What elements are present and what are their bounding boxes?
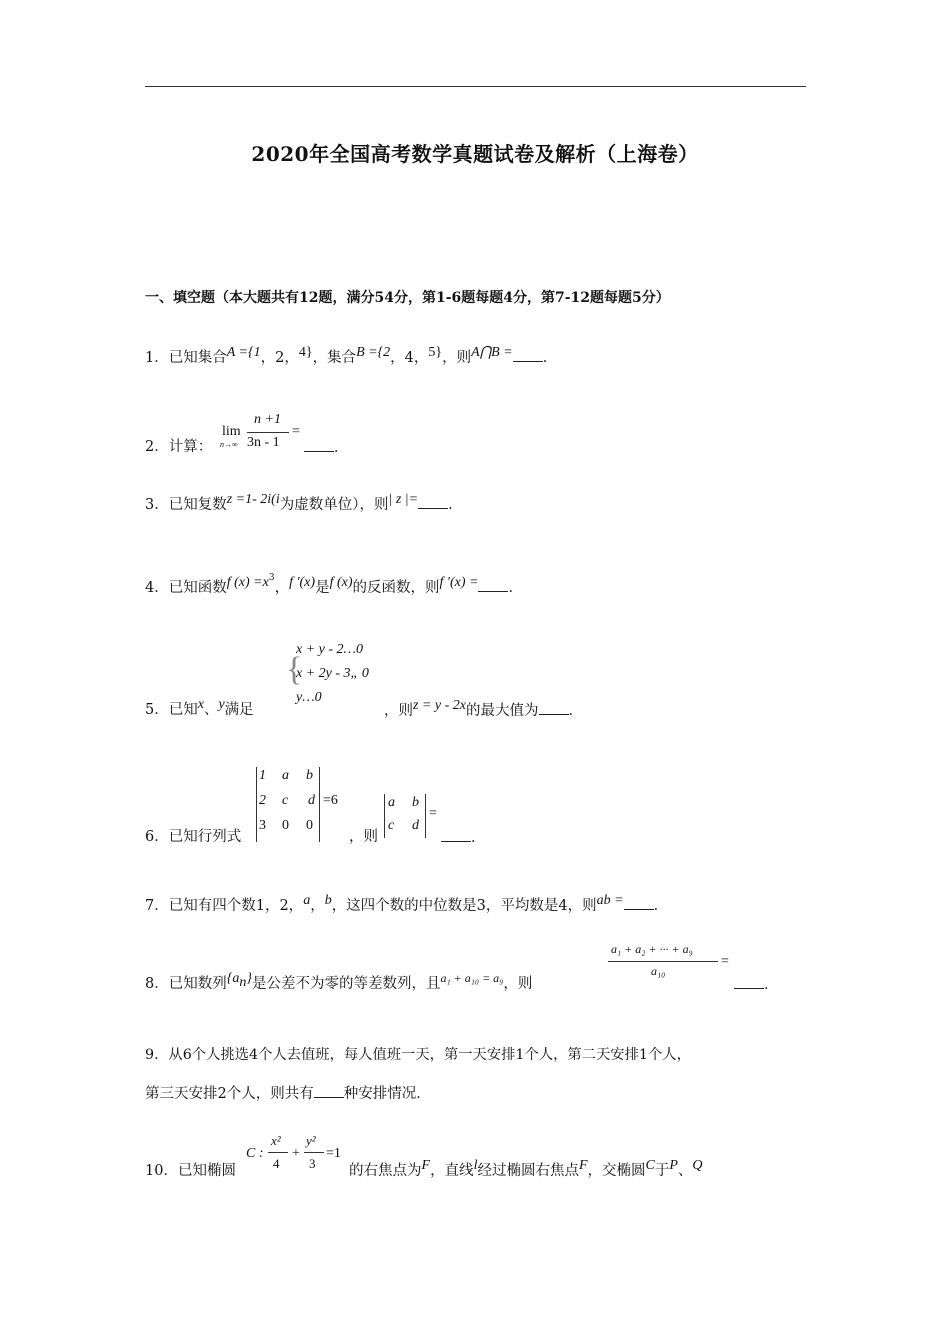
top-rule — [145, 86, 806, 87]
question-8: 8．已知数列$\{a_n\}$是公差不为零的等差数列，且$^{a_1 + a_{10} = a_9}$，则 — [145, 971, 533, 992]
inequality-2: x + 2y - 3„ 0 — [296, 666, 369, 681]
det-cell: 0 — [306, 818, 313, 833]
answer-blank — [304, 437, 334, 452]
answer-blank — [513, 347, 543, 362]
question-2-answer: ． — [304, 437, 349, 458]
det-cell: a — [282, 768, 289, 783]
question-1: 1．已知集合A ={1，2，4}，集合B ={2，4，5}，则A⋂B = ． — [145, 345, 558, 366]
limit-subscript: n→∞ — [220, 440, 238, 449]
inequality-3: y…0 — [296, 690, 322, 705]
question-10-end: 的右焦点为F，直线l经过椭圆右焦点F，交椭圆C于P、Q — [349, 1158, 703, 1179]
answer-blank — [539, 700, 569, 715]
inequality-1: x + y - 2…0 — [296, 642, 363, 657]
answer-blank — [478, 577, 508, 592]
equals-sign: = — [292, 424, 300, 439]
question-8-answer: ． — [734, 974, 779, 995]
question-5-start: 5．已知x、y满足 — [145, 697, 254, 718]
answer-blank — [314, 1083, 344, 1098]
section-header: 一、填空题（本大题共有12题，满分54分，第1-6题每题4分，第7-12题每题5分） — [145, 290, 670, 306]
question-6-end: ． — [441, 827, 486, 848]
page-title: 2020年全国高考数学真题试卷及解析（上海卷） — [251, 142, 699, 166]
fraction-bar — [304, 1152, 324, 1153]
ellipse-name: C : — [246, 1146, 264, 1161]
det-cell: 1 — [259, 768, 266, 783]
question-10-start: 10．已知椭圆 — [145, 1163, 236, 1179]
det-value: =6 — [323, 793, 338, 808]
question-6-mid: ，则 — [349, 829, 378, 845]
question-9-line1: 9．从6个人挑选4个人去值班，每人值班一天，第一天安排1个人，第二天安排1个人， — [145, 1047, 691, 1063]
fraction-denominator: 3 — [309, 1156, 316, 1171]
question-6-start: 6．已知行列式 — [145, 829, 242, 845]
det2-cell: a — [388, 795, 395, 810]
fraction-bar — [268, 1152, 288, 1153]
det2-cell: b — [412, 795, 419, 810]
answer-blank — [624, 895, 654, 910]
determinant2-bar-left — [384, 794, 385, 838]
det2-cell: d — [412, 818, 419, 833]
fraction-denominator: a₁₀ — [651, 964, 666, 978]
det-cell: b — [306, 768, 313, 783]
answer-blank — [418, 494, 448, 509]
fraction-numerator: a₁ + a₂ + ··· + a₉ — [611, 942, 693, 956]
fraction-bar — [608, 961, 718, 962]
fraction-numerator: n +1 — [254, 412, 281, 427]
fraction-bar — [247, 432, 289, 433]
fraction-numerator: x² — [271, 1133, 281, 1148]
fraction-denominator: 3n - 1 — [247, 435, 280, 450]
determinant-bar-left — [256, 767, 257, 842]
equals-one: =1 — [326, 1146, 341, 1161]
answer-blank — [734, 974, 764, 989]
question-5-end: ，则z = y - 2x的最大值为 ． — [384, 698, 583, 719]
determinant2-bar-right — [425, 794, 426, 838]
answer-blank — [441, 827, 471, 842]
det2-cell: c — [388, 818, 395, 833]
question-4: 4．已知函数f $(x) =x^3$，f ′(x)是f (x)的反函数，则f ′(x) = ． — [145, 573, 523, 596]
fraction-denominator: 4 — [273, 1156, 280, 1171]
limit-symbol: lim — [222, 424, 241, 439]
determinant-bar-right — [319, 767, 320, 842]
question-7: 7．已知有四个数1，2，a，b，这四个数的中位数是3，平均数是4，则ab = ． — [145, 893, 669, 914]
brace-symbol: { — [286, 651, 303, 688]
equals-sign: = — [721, 954, 729, 969]
det-cell: d — [308, 793, 315, 808]
det-cell: 3 — [259, 818, 266, 833]
plus-sign: + — [292, 1146, 300, 1161]
det-cell: 0 — [282, 818, 289, 833]
fraction-numerator: y² — [306, 1133, 316, 1148]
question-9-line2: 第三天安排2个人，则共有 种安排情况． — [145, 1083, 431, 1104]
question-2-label: 2．计算： — [145, 439, 213, 455]
equals-sign: = — [429, 806, 437, 821]
det-cell: c — [282, 793, 289, 808]
question-3: 3．已知复数z =1- 2i(i为虚数单位），则| z |= ． — [145, 492, 463, 513]
det-cell: 2 — [259, 793, 266, 808]
